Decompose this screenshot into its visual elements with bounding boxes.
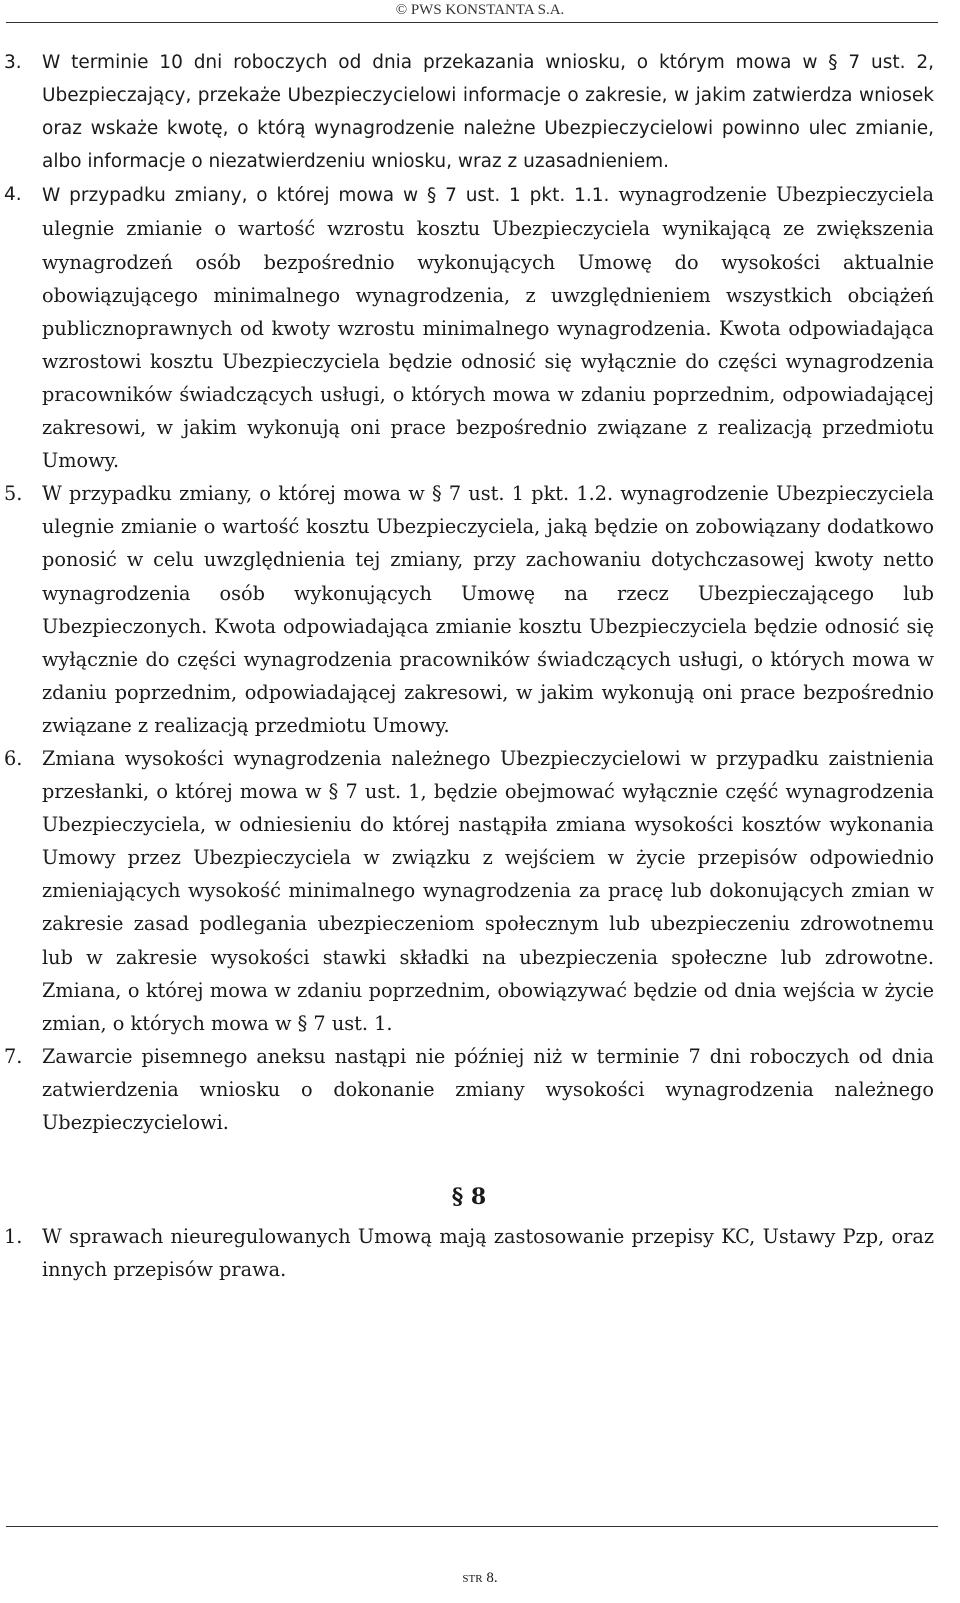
copyright-text: © PWS KONSTANTA S.A. bbox=[395, 2, 565, 18]
paragraph-lead: W przypadku zmiany, o której mowa w § 7 ust. 1 pkt. 1.2. bbox=[42, 482, 614, 506]
document-body bbox=[4, 46, 934, 1286]
section-heading: § 8 bbox=[451, 1184, 487, 1211]
paragraph-text: W sprawach nieuregulowanych Umową mają zastosowanie przepisy KC, Ustawy Pzp, oraz innych przepisów prawa. bbox=[42, 1225, 934, 1282]
paragraph-5 bbox=[4, 477, 934, 742]
paragraph-body: wynagrodzenie Ubezpieczyciela ulegnie zmianie o wartość wzrostu kosztu Ubezpieczyciela wynikającą ze zwiększenia wynagrodzeń osób bezpośrednio wykonujących Umowę do wysokości aktualnie obowiązującego minimalnego wynagrodzenia, z uwzględnieniem wszystkich obciążeń publicznoprawnych od kwoty wzrostu minimalnego wynagrodzenia. Kwota odpowiadająca wzrostowi kosztu Ubezpieczyciela będzie odnosić się wyłącznie do części wynagrodzenia pracowników świadczących usługi, o których mowa w zdaniu poprzednim, odpowiadającej zakresowi, w jakim wykonują oni prace bezpośrednio związane z realizacją przedmiotu Umowy. bbox=[42, 183, 934, 473]
page-header bbox=[0, 0, 960, 20]
paragraph-body: wynagrodzenie Ubezpieczyciela ulegnie zmianie o wartość kosztu Ubezpieczyciela, jaką będzie on zobowiązany dodatkowo ponosić w celu uwzględnienia tej zmiany, przy zachowaniu dotychczasowej kwoty netto wynagrodzenia osób wykonujących Umowę na rzecz Ubezpieczającego lub Ubezpieczonych. Kwota odpowiadająca zmianie kosztu Ubezpieczyciela będzie odnosić się wyłącznie do części wynagrodzenia pracowników świadczących usługi, o których mowa w zdaniu poprzednim, odpowiadającej zakresowi, w jakim wykonują oni prace bezpośrednio związane z realizacją przedmiotu Umowy. bbox=[42, 482, 934, 737]
section-8-paragraph-1 bbox=[4, 1220, 934, 1286]
page-number: 8. bbox=[486, 1570, 498, 1586]
page-label: STR bbox=[462, 1573, 483, 1585]
paragraph-text: Zmiana wysokości wynagrodzenia należnego Ubezpieczycielowi w przypadku zaistnienia przesłanki, o której mowa w § 7 ust. 1, będzie obejmować wyłącznie część wynagrodzenia Ubezpieczyciela, w odniesieniu do której nastąpiła zmiana wysokości kosztów wykonania Umowy przez Ubezpieczyciela w związku z wejściem w życie przepisów odpowiednio zmieniających wysokość minimalnego wynagrodzenia za pracę lub dokonujących zmian w zakresie zasad podlegania ubezpieczeniom społecznym lub ubezpieczeniu zdrowotnemu lub w zakresie wysokości stawki składki na ubezpieczenia społeczne lub zdrowotne. Zmiana, o której mowa w zdaniu poprzednim, obowiązywać będzie od dnia wejścia w życie zmian, o których mowa w § 7 ust. 1. bbox=[42, 746, 934, 1035]
header-divider bbox=[6, 22, 938, 23]
paragraph-text bbox=[42, 178, 934, 477]
paragraph-number: 4. bbox=[4, 184, 22, 206]
paragraph-number: 5. bbox=[4, 482, 23, 506]
paragraph-lead: W przypadku zmiany, o której mowa w § 7 ust. 1 pkt. 1.1. bbox=[42, 185, 610, 207]
paragraph-3 bbox=[4, 46, 934, 178]
paragraph-text: Zawarcie pisemnego aneksu nastąpi nie później niż w terminie 7 dni roboczych od dnia zatwierdzenia wniosku o dokonanie zmiany wysokości wynagrodzenia należnego Ubezpieczycielowi. bbox=[42, 1044, 934, 1134]
paragraph-number: 6. bbox=[4, 746, 23, 770]
paragraph-7 bbox=[4, 1040, 934, 1139]
paragraph-6 bbox=[4, 742, 934, 1040]
paragraph-4 bbox=[4, 178, 934, 477]
paragraph-text: W terminie 10 dni roboczych od dnia przekazania wniosku, o którym mowa w § 7 ust. 2, Ubezpieczający, przekaże Ubezpieczycielowi informacje o zakresie, w jakim zatwierdza wniosek oraz wskaże kwotę, o którą wynagrodzenie należne Ubezpieczycielowi powinno ulec zmianie, albo informacje o niezatwierdzeniu wniosku, wraz z uzasadnieniem. bbox=[42, 52, 934, 173]
paragraph-number: 7. bbox=[4, 1044, 23, 1068]
paragraph-number: 3. bbox=[4, 52, 22, 73]
footer-divider bbox=[6, 1526, 938, 1527]
paragraph-text bbox=[42, 477, 934, 742]
paragraph-number: 1. bbox=[4, 1225, 23, 1249]
page-footer bbox=[0, 1570, 960, 1587]
